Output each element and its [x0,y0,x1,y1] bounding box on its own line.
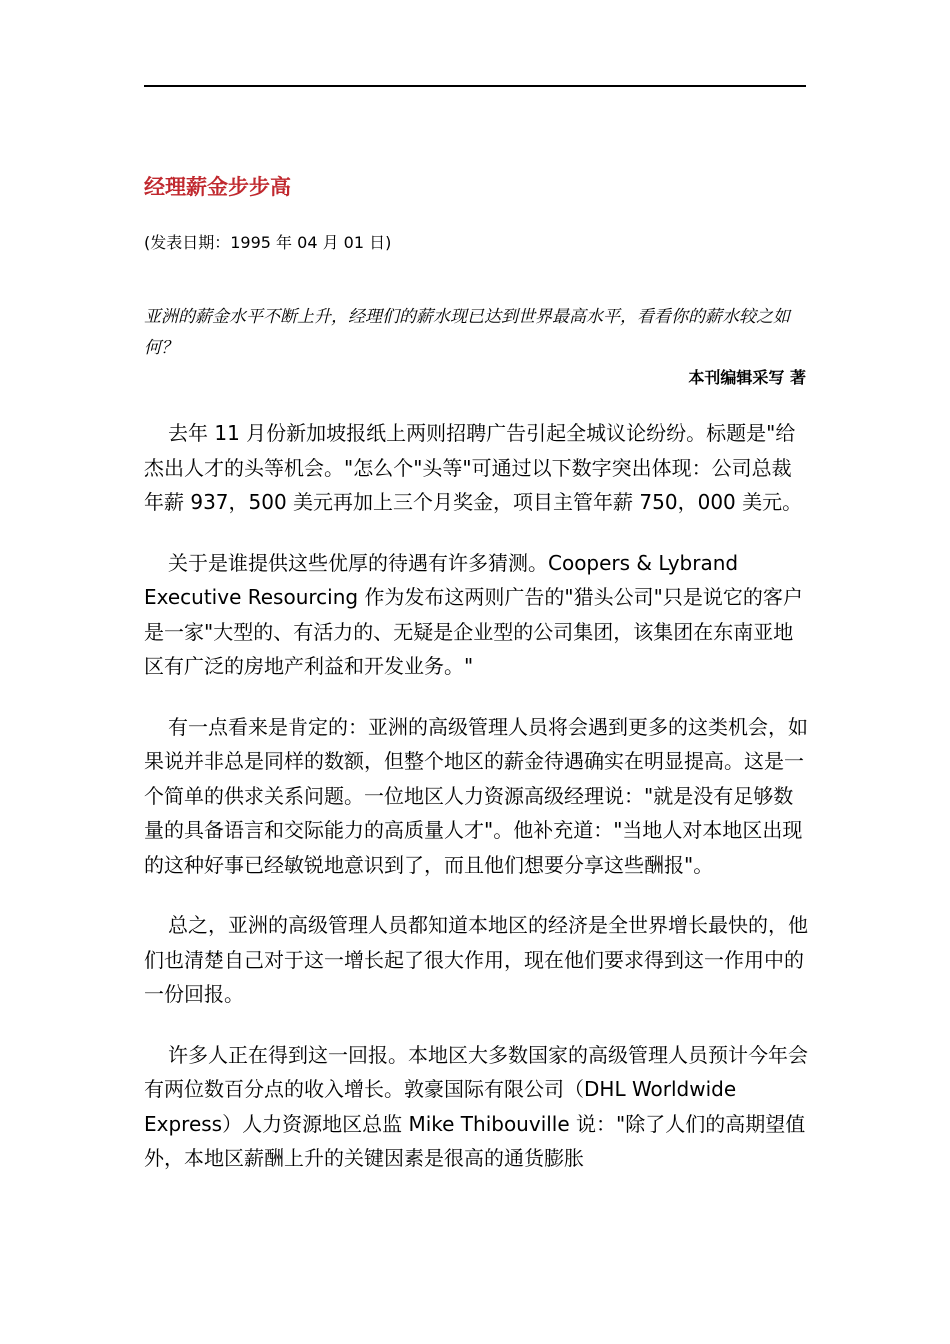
article-byline: 本刊编辑采写 著 [688,368,806,387]
body-paragraph: 关于是谁提供这些优厚的待遇有许多猜测。Coopers & Lybrand Executive Resourcing 作为发布这两则广告的"猎头公司"只是说它的客户是一家"大型的、有活力的、无疑是企业型的公司集团，该集团在东南亚地区有广泛的房地产利益和开发业务。" [144,550,803,678]
body-paragraph: 总之，亚洲的高级管理人员都知道本地区的经济是全世界增长最快的，他们也清楚自己对于这一增长起了很大作用，现在他们要求得到这一作用中的一份回报。 [144,913,808,1006]
header-rule [144,85,806,87]
publication-date: (发表日期：1995 年 04 月 01 日) [144,233,392,252]
article-body [144,416,808,1202]
body-paragraph: 有一点看来是肯定的：亚洲的高级管理人员将会遇到更多的这类机会，如果说并非总是同样的数额，但整个地区的薪金待遇确实在明显提高。这是一个简单的供求关系问题。一位地区人力资源高级经理说："就是没有足够数量的具备语言和交际能力的高质量人才"。他补充道："当地人对本地区出现的这种好事已经敏锐地意识到了，而且他们想要分享这些酬报"。 [144,714,808,877]
article-summary: 亚洲的薪金水平不断上升，经理们的薪水现已达到世界最高水平，看看你的薪水较之如何？ [144,307,790,358]
article-title: 经理薪金步步高 [144,175,291,199]
body-paragraph: 去年 11 月份新加坡报纸上两则招聘广告引起全城议论纷纷。标题是"给杰出人才的头等机会。"怎么个"头等"可通过以下数字突出体现：公司总裁年薪 937，500 美元再加上三个月奖金，项目主管年薪 750，000 美元。 [144,421,803,514]
body-paragraph: 许多人正在得到这一回报。本地区大多数国家的高级管理人员预计今年会有两位数百分点的收入增长。敦豪国际有限公司（DHL Worldwide Express）人力资源地区总监 Mike Thibouville 说："除了人们的高期望值外，本地区薪酬上升的关键因素是很高的通货膨胀 [144,1042,808,1170]
